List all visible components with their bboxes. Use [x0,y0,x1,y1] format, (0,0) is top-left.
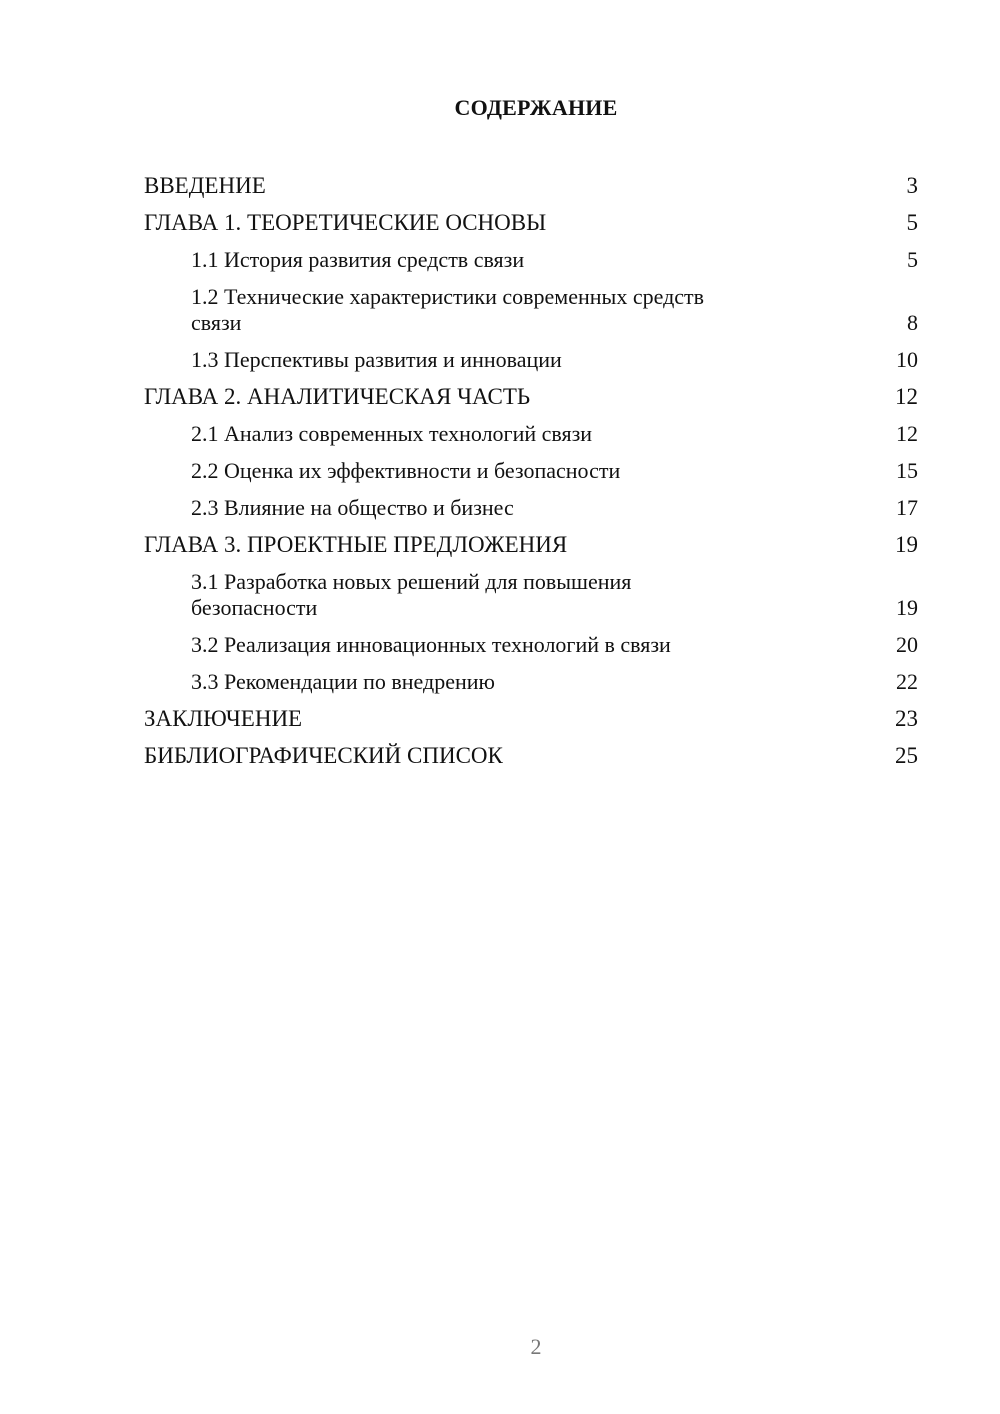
toc-entry-label: 3.3 Рекомендации по внедрению [191,669,495,694]
toc-entry-label: ГЛАВА 1. ТЕОРЕТИЧЕСКИЕ ОСНОВЫ [144,210,547,235]
toc-entry-section-3-3[interactable] [144,664,918,701]
toc-entry-label: 2.1 Анализ современных технологий связи [191,421,593,446]
toc-entry-page: 5 [906,210,918,235]
toc-entry-page: 19 [895,532,918,557]
toc-entry-label: 3.2 Реализация инновационных технологий в связи [191,632,671,657]
toc-entry-chapter-2[interactable] [144,379,918,416]
table-of-contents [144,168,918,775]
toc-entry-page: 20 [896,632,918,657]
toc-entry-label: 2.2 Оценка их эффективности и безопасности [191,458,621,483]
toc-entry-label: БИБЛИОГРАФИЧЕСКИЙ СПИСОК [144,743,503,768]
toc-entry-section-1-2[interactable] [144,279,918,342]
toc-entry-section-3-1[interactable] [144,564,918,627]
toc-entry-section-2-3[interactable] [144,490,918,527]
toc-entry-introduction[interactable] [144,168,918,205]
toc-entry-section-2-1[interactable] [144,416,918,453]
toc-entry-bibliography[interactable] [144,738,918,775]
toc-entry-chapter-1[interactable] [144,205,918,242]
toc-entry-page: 25 [895,743,918,768]
toc-entry-page: 12 [896,421,918,446]
toc-entry-section-3-2[interactable] [144,627,918,664]
toc-entry-page: 8 [907,310,918,335]
toc-entry-section-1-1[interactable] [144,242,918,279]
toc-entry-label: 1.3 Перспективы развития и инновации [191,347,562,372]
toc-entry-page: 15 [896,458,918,483]
toc-entry-page: 22 [896,669,918,694]
toc-entry-label: ЗАКЛЮЧЕНИЕ [144,706,303,731]
toc-entry-section-2-2[interactable] [144,453,918,490]
page-number: 2 [530,1334,542,1359]
toc-entry-page: 3 [906,173,918,198]
toc-entry-label: 1.1 История развития средств связи [191,247,525,272]
toc-entry-page: 19 [896,595,918,620]
toc-entry-label: ГЛАВА 3. ПРОЕКТНЫЕ ПРЕДЛОЖЕНИЯ [144,532,568,557]
toc-entry-label: 2.3 Влияние на общество и бизнес [191,495,514,520]
toc-entry-label: 1.2 Технические характеристики современных средств связи [191,284,705,335]
toc-entry-page: 5 [907,247,918,272]
toc-entry-page: 12 [895,384,918,409]
page-title: СОДЕРЖАНИЕ [454,95,618,120]
toc-entry-page: 10 [896,347,918,372]
toc-entry-label: 3.1 Разработка новых решений для повышения безопасности [191,569,632,620]
toc-entry-page: 23 [895,706,918,731]
toc-entry-section-1-3[interactable] [144,342,918,379]
toc-entry-page: 17 [896,495,918,520]
toc-entry-chapter-3[interactable] [144,527,918,564]
toc-entry-label: ВВЕДЕНИЕ [144,173,266,198]
toc-entry-label: ГЛАВА 2. АНАЛИТИЧЕСКАЯ ЧАСТЬ [144,384,531,409]
toc-entry-conclusion[interactable] [144,701,918,738]
